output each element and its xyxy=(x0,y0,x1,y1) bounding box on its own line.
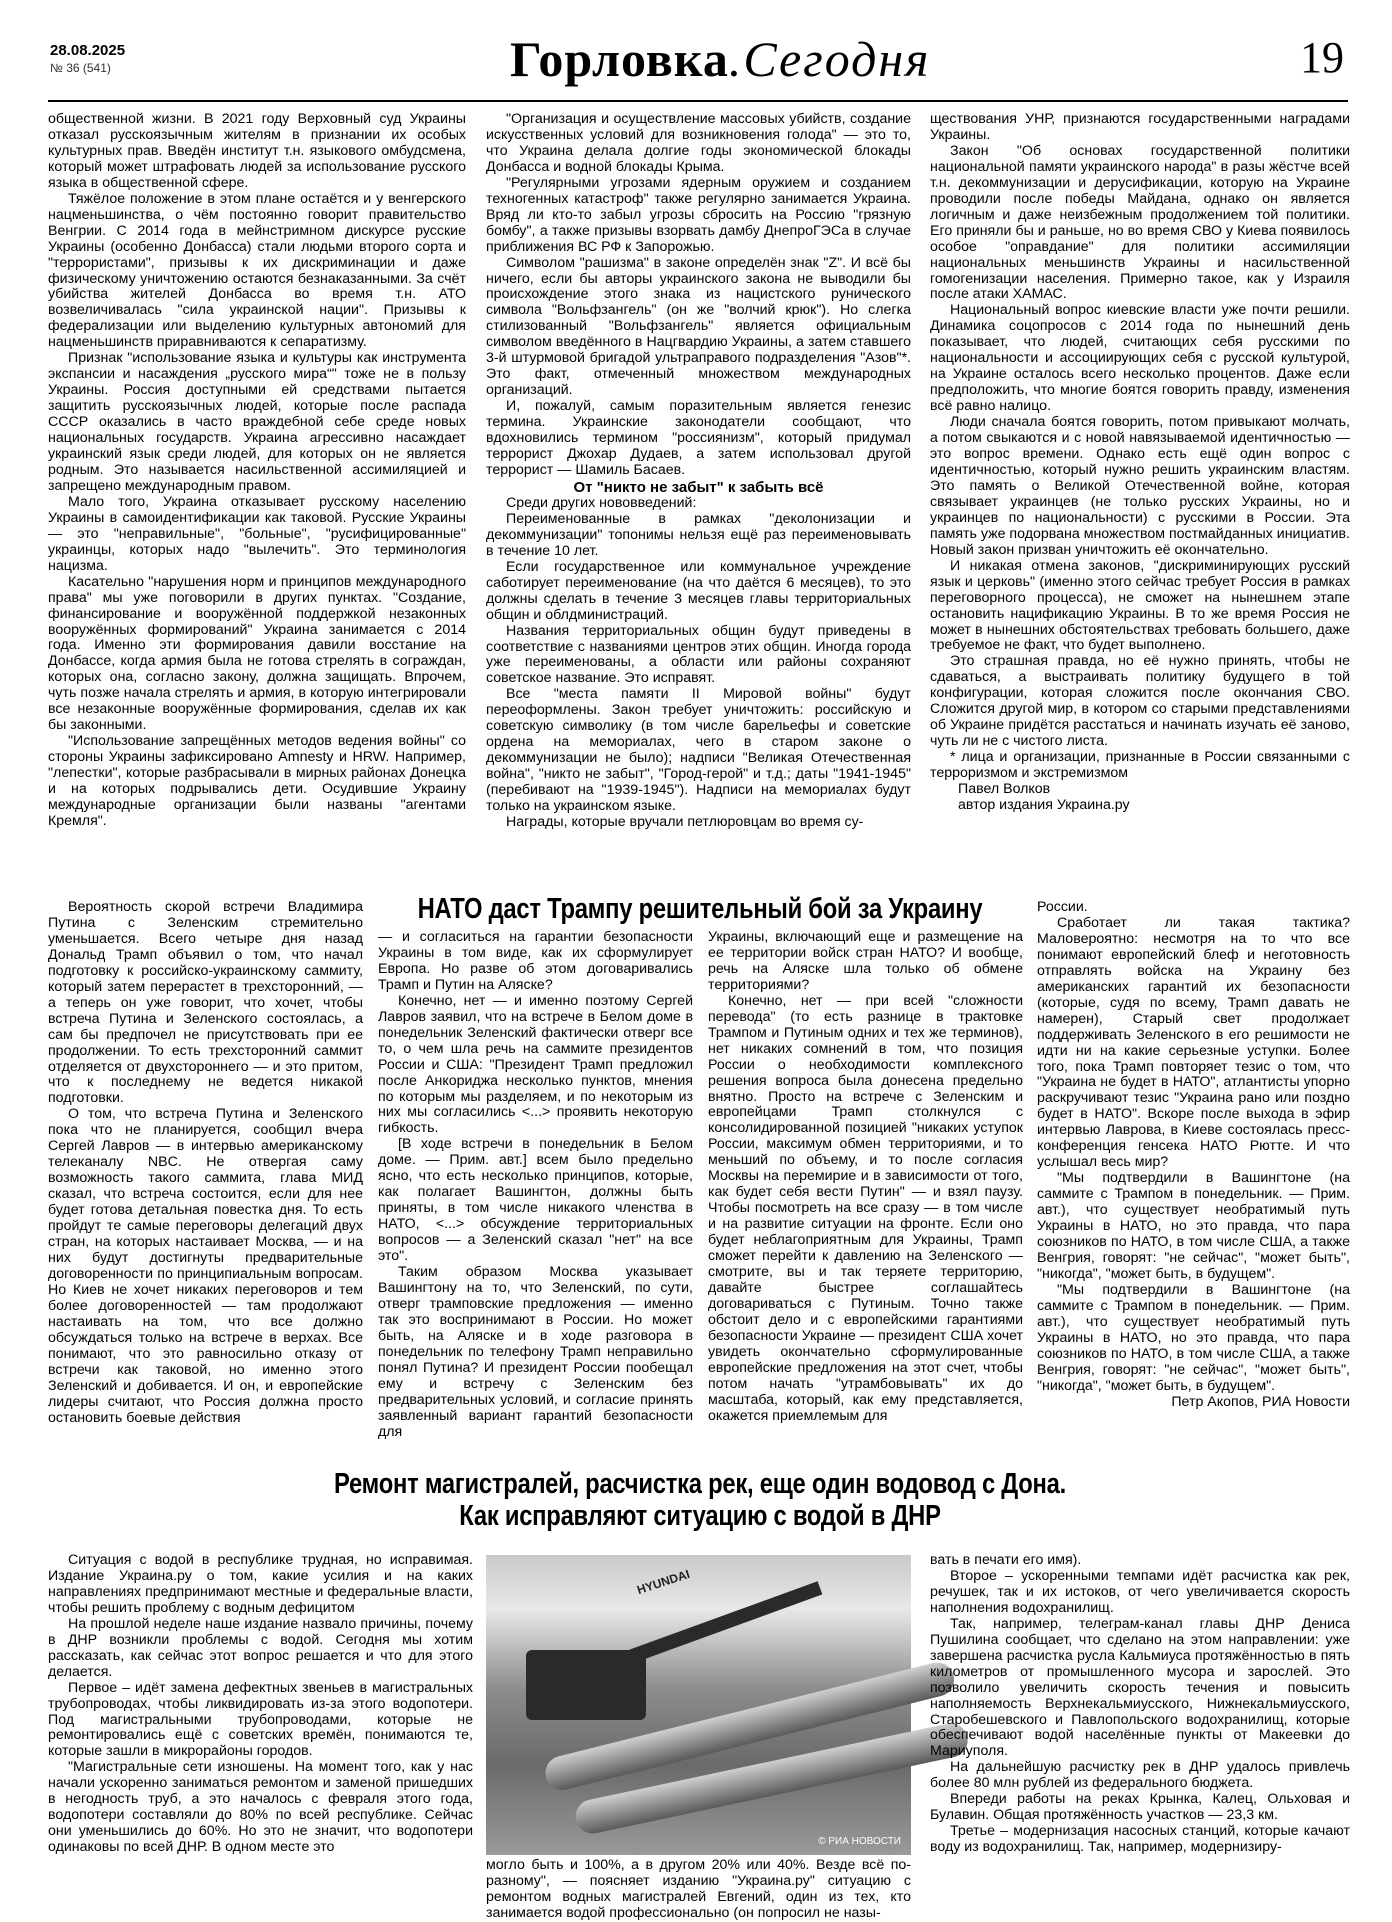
photo-credit: © РИА НОВОСТИ xyxy=(818,1836,901,1847)
paragraph: Таким образом Москва указывает Вашингтону на то, что Зеленский, по сути, отверг трамповские предложения — именно так это воспринимают в России. Но может быть, на Аляске и в ходе разговора в понедельник по телефону Трамп неправильно понял Путина? И президент России пообещал ему и встречу с Зеленским без предварительных условий, и согласие принять заявленный вариант гарантий безопасности для xyxy=(378,1264,693,1440)
article1-column-2 xyxy=(486,112,911,877)
paragraph: И, пожалуй, самым поразительным является генезис термина. Украинские законодатели сообщают, что вдохновились термином "россиянизм", который придумал террорист Джохар Дудаев, а затем использовал другой террорист — Шамиль Басаев. xyxy=(486,398,911,478)
issue-number: № 36 (541) xyxy=(50,61,111,75)
paragraph: На прошлой неделе наше издание назвало причины, почему в ДНР возникли проблемы с водой. Сегодня мы хотим рассказать, как сейчас этот вопрос решается и что для этого делается. xyxy=(48,1615,473,1680)
paragraph: Закон "Об основах государственной политики национальной памяти украинского народа" в разы жёстче всей т.н. декоммунизации и дерусификации, которую на Украине проводили после победы Майдана, однако он является логичным и даже неизбежным продолжением той политики. Его приняли бы и раньше, но во время СВО у Киева появилось особое "оправдание" для политики ассимиляции национальных меньшинств Украины и насильственной гомогенизации населения. Примерно такое, как у Израиля после атаки ХАМАС. xyxy=(930,142,1350,303)
paragraph: Второе – ускоренными темпами идёт расчистка как рек, речушек, так и их истоков, от чего увеличивается скорость наполнения водохранилищ. xyxy=(930,1567,1350,1616)
article3-column-2 xyxy=(486,1857,911,1921)
paragraph: И никакая отмена законов, "дискриминирующих русский язык и церковь" (именно этого сейчас требует Россия в рамках переговорного процесса), не сможет на нынешнем этапе остановить нацификацию Украины. В то же время Россия не может в нынешних обстоятельствах требовать большего, даже требуемое не факт, что будет выполнено. xyxy=(930,557,1350,654)
masthead xyxy=(510,30,930,88)
article2-column-2 xyxy=(378,930,693,1455)
paragraph: Признак "использование языка и культуры как инструмента экспансии и насаждения „русского мира“" тоже не в пользу Украины. Россия доступными ей средствами пытается защитить русскоязычных людей, которые после распада СССР оказались в часто враждебной себе среде новых национальных государств. Украина агрессивно насаждает украинский язык среди людей, для которых он не является родным. Это называется насильственной ассимиляцией и запрещено международным правом. xyxy=(48,350,466,494)
headline-line-2: Как исправляют ситуацию с водой в ДНР xyxy=(459,1500,941,1532)
paragraph: Переименованные в рамках "деколонизации и декоммунизации" топонимы нельзя ещё раз переименовывать в течение 10 лет. xyxy=(486,510,911,559)
paragraph: ществования УНР, признаются государственными наградами Украины. xyxy=(930,111,1350,143)
paragraph: вать в печати его имя). xyxy=(930,1552,1082,1568)
quote: "Мы подтвердили в Вашингтоне (на саммите с Трампом в понедельник. — Прим. авт.), что существует необратимый путь Украины в НАТО, но это правда, что пара союзников по НАТО, в том числе США, а также Венгрия, говорят: "не сейчас", "может быть", "никогда", "может быть, в будущем". xyxy=(1037,1170,1350,1282)
article2-column-1 xyxy=(48,900,363,1455)
page-number: 19 xyxy=(1300,33,1344,82)
lead-paragraph: Ситуация с водой в республике трудная, но исправимая. Издание Украина.ру о том, какие усилия и на каких направлениях предпринимают местные и федеральные власти, чтобы решить проблему с водным дефицитом xyxy=(48,1552,473,1616)
photo-brand-label: HYUNDAI xyxy=(635,1566,692,1598)
paragraph: "Магистральные сети изношены. На момент того, как у нас начали ускоренно заниматься ремонтом и заменой пришедших в негодность труб, а это началось с февраля этого года, водопотери составляли до 80% по всей республике. Сейчас они уменьшились до 60%. Но это не значит, что водопотери одинаковы по всей ДНР. В одном месте это xyxy=(48,1759,473,1856)
paragraph: "Регулярными угрозами ядерным оружием и созданием техногенных катастроф" также регулярно занимается Украина. Вряд ли кто-то забыл угрозы сбросить на Россию "грязную бомбу", а также призывы взорвать дамбу ДнепроГЭСа в случае приближения ВС РФ к Запорожью. xyxy=(486,174,911,255)
paragraph: Национальный вопрос киевские власти уже почти решили. Динамика соцопросов с 2014 года по нынешний день показывает, что людей, считающих себя русскими по национальности и ассоциирующих себя с русской культурой, на Украине осталось всего несколько процентов. Даже если предположить, что многие боятся говорить правду, изменения всё равно налицо. xyxy=(930,302,1350,415)
masthead-italic: .Сегодня xyxy=(728,31,931,87)
paragraph: Тяжёлое положение в этом плане остаётся и у венгерского нацменьшинства, о чём постоянно говорит правительство Венгрии. С 2014 года в мейнстримном дискурсе русские Украины (особенно Донбасса) стали людьми второго сорта и "террористами", призывы к их дискриминации и даже физическому уничтожению остаются безнаказанными. За счёт убийства жителей Донбасса во время т.н. АТО возвеличивалась "сила украинской нации". Призывы к федерализации или выделению культурных автономий для нацменьшинств приравниваются к сепаратизму. xyxy=(48,190,466,351)
article2-headline: НАТО даст Трампу решительный бой за Украину xyxy=(417,893,983,925)
excavator-body xyxy=(526,1650,646,1720)
paragraph: — и согласиться на гарантии безопасности Украины в том виде, как их сформулирует Европа. Но разве об этом договаривались Трамп и Путин на Аляске? xyxy=(378,929,693,993)
article3-column-1 xyxy=(48,1553,473,1908)
paragraph: России. xyxy=(1037,899,1088,915)
paragraph: Конечно, нет — при всей "сложности перевода" (то есть разнице в трактовке Трампом и Путиным одних и тех же терминов), нет никаких сомнений в том, что позиция России о необходимости комплексного решения вопроса была донесена предельно внятно. Просто на встрече с Зеленским и европейцами Трамп столкнулся с консолидированной позицией "никаких уступок России, максимум обмен территориями, и то меньший по объему, и то после согласия Москвы на перемирие и в зависимости от того, как будет себя вести Путин" — и взял паузу. Чтобы посмотреть на все сразу — в том числе и на развитие ситуации на фронте. Если оно будет неблагоприятным для Украины, Трамп сможет перейти к давлению на Зеленского — смотрите, вы и так теряете территорию, давайте быстрее соглашайтесь договариваться с Путиным. Точно также обстоит дело и с европейскими гарантиями безопасности Украине — президент США хочет увидеть окончательно сформулированные европейские предложения на этот счет, чтобы потом начать "утрамбовывать" их до масштаба, который, как ему представляется, окажется приемлемым для xyxy=(708,992,1023,1424)
excavator-arm xyxy=(630,1581,823,1663)
paragraph: На дальнейшую расчистку рек в ДНР удалось привлечь более 80 млн рублей из федерального бюджета. xyxy=(930,1759,1350,1792)
paragraph: "Организация и осуществление массовых убийств, создание искусственных условий для возникновения голода" — это то, что Украина делала долгие годы экономической блокады Донбасса и водной блокады Крыма. xyxy=(486,111,911,175)
paragraph: Символом "рашизма" в законе определён знак "Z". И всё бы ничего, если бы авторы украинского закона не выводили бы происхождение этого знака из нацистского рунического символа "Вольфзангель" (он же "волчий крюк"). Но слегка стилизованный "Вольфзангель" является официальным символом введённого в Нацгвардию Украины, а затем ставшего 3-й штурмовой бригадой ультраправого подразделения "Азов"*. Это факт, отмеченный множеством международных организаций. xyxy=(486,254,911,399)
header-rule xyxy=(48,100,1348,102)
article1-column-1 xyxy=(48,112,466,902)
author-note: автор издания Украина.ру xyxy=(958,796,1130,813)
headline-line-1: Ремонт магистралей, расчистка рек, еще один водовод с Дона. xyxy=(333,1468,1067,1500)
paragraph: Сработает ли такая тактика? Маловероятно: несмотря на то что все понимают европейский блеф и неготовность отправлять войска на Украину без американских гарантий их безопасности (которые, судя по всему, Трамп давать не намерен), Старый свет продолжает поддерживать Зеленского в его решимости не идти ни на какие серьезные уступки. Более того, пока Трамп повторяет тезис о том, что "Украина не будет в НАТО", атлантисты упорно раскручивают тезис "Украина рано или поздно будет в НАТО". Вскоре после выхода в эфир интервью Лаврова, в Киеве состоялась пресс-конференция генсека НАТО Рютте. И что услышал весь мир? xyxy=(1037,914,1350,1171)
paragraph: Украины, включающий еще и размещение на ее территории войск стран НАТО? И вообще, речь на Аляске шла только об обмене территориями? xyxy=(708,929,1023,993)
paragraph: Награды, которые вручали петлюровцам во время су- xyxy=(506,813,864,830)
paragraph: [В ходе встречи в понедельник в Белом доме. — Прим. авт.] всем было предельно ясно, что есть несколько принципов, которые, как полагает Вашингтон, должны быть приняты, в том числе никакого членства в НАТО, <...> обсуждение территориальных вопросов — а Зеленский сказал "нет" на все это". xyxy=(378,1136,693,1265)
paragraph: Если государственное или коммунальное учреждение саботирует переименование (на что даётся 6 месяцев), то это должны сделать в течение 3 месяцев главы территориальных общин и облдминистраций. xyxy=(486,558,911,623)
paragraph: Мало того, Украина отказывает русскому населению Украины в самоидентификации как таковой. Русские Украины — это "неправильные", "больные", "русифицированные" украинцы, которых надо "вылечить". Это терминология нацизма. xyxy=(48,493,466,574)
paragraph: Вероятность скорой встречи Владимира Путина с Зеленским стремительно уменьшается. Всего четыре дня назад Дональд Трамп объявил о том, что начал подготовку к российско-украинскому саммиту, который затем перерастет в трехсторонний, — а теперь он уже говорит, что хочет, чтобы встреча Путина и Зеленского состоялась, а сам бы предпочел не присутствовать при ее продолжении. То есть трехсторонний саммит отделяется от двухстороннего — и это притом, что к последнему не ведется никакой подготовки. xyxy=(48,899,363,1107)
footnote: * лица и организации, признанные в России связанными с терроризмом и экстремизмом xyxy=(930,749,1350,782)
excavator-pipeline-photo xyxy=(486,1555,911,1855)
article2-column-4 xyxy=(1037,900,1350,1455)
paragraph: Конечно, нет — и именно поэтому Сергей Лавров заявил, что на встрече в Белом доме в понедельник Зеленский фактически отверг все то, о чем шла речь на саммите президентов России и США: "Президент Трамп предложил после Анкориджа несколько пунктов, мнения по которым мы разделяем, и по некоторым из них мы согласились <...> проявить некоторую гибкость. xyxy=(378,992,693,1137)
article3-column-3 xyxy=(930,1553,1350,1908)
paragraph: Третье – модернизация насосных станций, которые качают воду из водохранилищ. Так, например, модернизиру- xyxy=(930,1823,1350,1856)
article1-column-3 xyxy=(930,112,1350,872)
subheading: От "никто не забыт" к забыть всё xyxy=(573,478,824,496)
paragraph: Среди других нововведений: xyxy=(506,494,697,511)
paragraph: Люди сначала боятся говорить, потом привыкают молчать, а потом свыкаются и с новой навязываемой идентичностью — это вопрос времени. Однако есть ещё один вопрос с идентичностью, который нужно решить украинским властям. Это память о Великой Отечественной войне, которая связывает украинцев (не только русских Украины, но и украинцев по национальности) с русскими в России. Эта память уже подорвана множеством постмайданных инициатив. Новый закон призван уничтожить её окончательно. xyxy=(930,414,1350,558)
paragraph: Первое – идёт замена дефектных звеньев в магистральных трубопроводах, чтобы ликвидировать из-за этого водопотери. Под магистральными трубопроводами, которые не ремонтировались ещё с советских времён, понимаются те, которые зашли в микрорайоны городов. xyxy=(48,1679,473,1760)
article2-column-3 xyxy=(708,930,1023,1455)
masthead-bold: Горловка xyxy=(510,31,729,87)
signature: Петр Акопов, РИА Новости xyxy=(1171,1393,1350,1410)
issue-date: 28.08.2025 xyxy=(50,42,126,59)
paragraph: О том, что встреча Путина и Зеленского пока что не планируется, сообщил вчера Сергей Лавров — в интервью американскому телеканалу NBC. Не отвергая саму возможность такого саммита, глава МИД сказал, что встреча состоится, если для нее будет готова детальная повестка дня. То есть пройдут те самые переговоры делегаций двух стран, на которых настаивает Москва, — и на них будут достигнуты предварительные договоренности по принципиальным вопросам. Но Киев не хочет никаких переговоров и тем более договоренностей — там продолжают настаивать на том, что все должно обсуждаться только на встрече в верхах. Все понимают, что это равносильно отказу от встречи как таковой, но именно этого Зеленский и добивается. И он, и европейские лидеры считают, что Россия должна просто остановить боевые действия xyxy=(48,1106,363,1426)
paragraph: общественной жизни. В 2021 году Верховный суд Украины отказал русскоязычным жителям в признании их особых культурных прав. Введён институт т.н. языкового омбудсмена, который может штрафовать людей за использование русского языка в общественной сфере. xyxy=(48,111,466,191)
paragraph: Впереди работы на реках Крынка, Калец, Ольховая и Булавин. Общая протяжённость участков — 23,3 км. xyxy=(930,1791,1350,1824)
quote: "Мы подтвердили в Вашингтоне (на саммите с Трампом в понедельник. — Прим. авт.), что существует необратимый путь Украины в НАТО, но это правда, что пара союзников по НАТО, в том числе США, а также Венгрия, говорят: "не сейчас", "может быть", "никогда", "может быть, в будущем". xyxy=(1037,1281,1350,1394)
article3-headline xyxy=(216,1468,1184,1532)
paragraph: могло быть и 100%, а в другом 20% или 40%. Везде всё по-разному", — поясняет изданию "Украина.ру" ситуацию с ремонтом водных магистралей Евгений, один из тех, кто занимается водой профессионально (он попросил не назы- xyxy=(486,1857,911,1921)
paragraph: Это страшная правда, но её нужно принять, чтобы не сдаваться, а выстраивать политику будущего в той конфигурации, которая сложится после окончания СВО. Сложится другой мир, в котором со старыми представлениями об Украине придётся расстаться и начинать изучать её заново, чуть ли не с чистого листа. xyxy=(930,653,1350,750)
paragraph: Все "места памяти II Мировой войны" будут переоформлены. Закон требует уничтожить: российскую и советскую символику (в том числе барельефы и советские ордена на мемориалах, чего в старом законе о декоммунизации не было); надписи "Великая Отечественная война", "никто не забыт", "Город-герой" и т.д.; даты "1941-1945" (перебивают на "1939-1945"). Надписи на мемориалах будут только на украинском языке. xyxy=(486,686,911,815)
paragraph: Касательно "нарушения норм и принципов международного права" мы уже поговорили в других пунктах. "Создание, финансирование и вооружённой поддержкой незаконных вооружённых формирований" Украина занимается с 2014 года. Именно эти формирования давили восстание на Донбассе, когда армия была не готова стрелять в сограждан, которых она, согласно закону, должна защищать. Впрочем, чуть позже начала стрелять и армия, в которую интегрировали все незаконные вооружённые формирования, сделав их как бы законными. xyxy=(48,573,466,734)
paragraph: Названия территориальных общин будут приведены в соответствие с названиями центров этих общин. Иногда города уже переименованы, а области или районы сохраняют советское название. Это исправят. xyxy=(486,622,911,687)
paragraph: Так, например, телеграм-канал главы ДНР Дениса Пушилина сообщает, что сделано на этом направлении: уже завершена расчистка русла Кальмиуса протяжённостью в пять километров от промышленного мусора и зарослей. Это позволило увеличить скорость течения и повысить наполняемость Верхнекальмиусского, Нижнекальмиусского, Старобешевского и Павлопольского водохранилищ, которые обеспечивают водой населённые пункты от Макеевки до Мариуполя. xyxy=(930,1615,1350,1760)
paragraph: "Использование запрещённых методов ведения войны" со стороны Украины зафиксировано Amnesty и HRW. Например, "лепестки", которые разбрасывали в мирных районах Донецка и на которых подрывались дети. Осудившие Украину международные организации были названы "агентами Кремля". xyxy=(48,733,466,829)
author-name: Павел Волков xyxy=(958,781,1051,798)
